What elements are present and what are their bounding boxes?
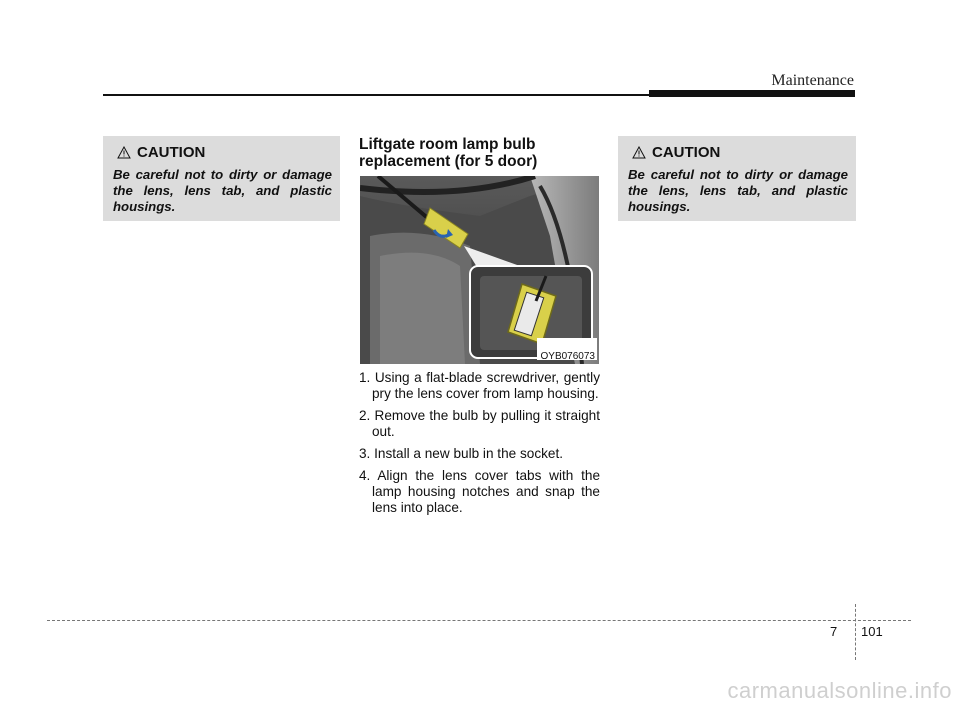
caution-text: Be careful not to dirty or damage the lens, lens tab, and plastic housings. (628, 167, 848, 214)
page-header-title: Maintenance (771, 72, 854, 89)
figure-code: OYB076073 (540, 351, 595, 362)
step-item: 3. Install a new bulb in the socket. (359, 446, 564, 461)
footer-rule (47, 620, 911, 621)
caution-title: CAUTION (652, 144, 721, 161)
page-number: 101 (861, 624, 883, 639)
header-rule-thin (103, 94, 649, 96)
header-rule-thick (649, 90, 855, 97)
liftgate-lamp-illustration (360, 176, 599, 364)
liftgate-lamp-figure (360, 176, 599, 364)
caution-header (632, 144, 848, 161)
step-item: 2. Remove the bulb by pulling it straight out. (359, 408, 600, 439)
caution-text: Be careful not to dirty or damage the lens, lens tab, and plastic housings. (113, 167, 332, 214)
instruction-steps (359, 370, 600, 522)
caution-box-left (103, 136, 340, 221)
step-item: 4. Align the lens cover tabs with the lamp housing notches and snap the lens into place. (359, 468, 600, 515)
warning-triangle-icon (117, 146, 131, 159)
watermark: carmanualsonline.info (727, 678, 952, 703)
caution-box-right (618, 136, 856, 221)
chapter-number: 7 (830, 624, 838, 639)
warning-triangle-icon (632, 146, 646, 159)
step-item: 1. Using a flat-blade screwdriver, gently pry the lens cover from lamp housing. (359, 370, 600, 401)
footer-divider (855, 604, 856, 660)
caution-title: CAUTION (137, 144, 206, 161)
caution-header (117, 144, 332, 161)
section-title: Liftgate room lamp bulb replacement (for 5 door) (359, 136, 538, 170)
